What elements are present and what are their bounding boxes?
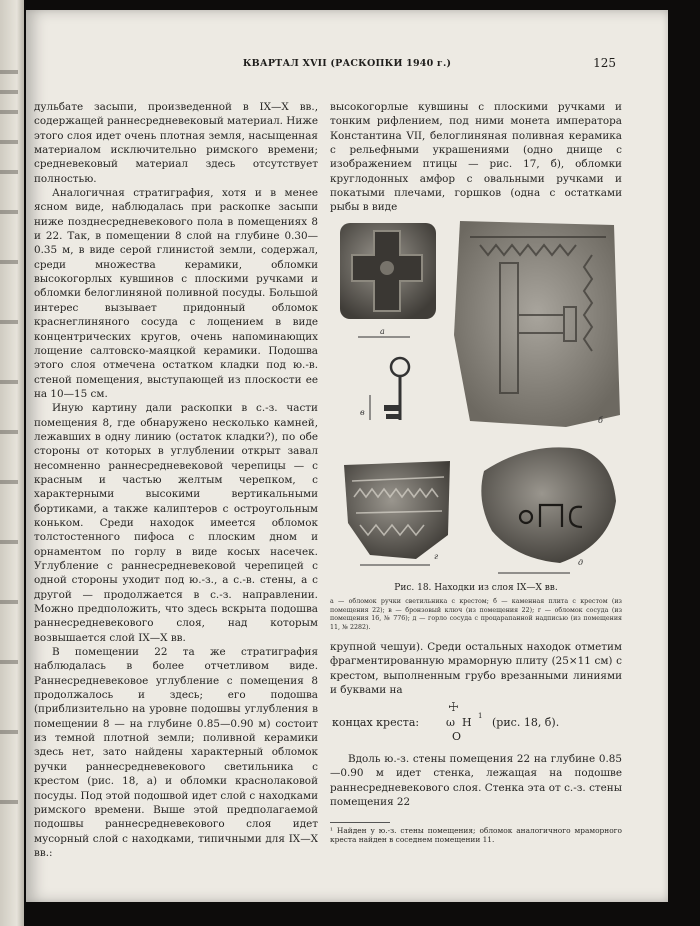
lamp-handle-cross-icon — [340, 223, 436, 319]
paragraph: Вдоль ю.-з. стены помещения 22 на глубине 0.85—0.90 м идет стенка, лежащая на подошве раннесредневекового слоя. Стенка эта от с.-з. стены помещения 22 — [330, 753, 622, 809]
figure-label-v: в — [360, 408, 365, 417]
paragraph: дульбате засыпи, произведенной в IX—X вв., содержащей раннесредневековый материал. Ниже этого слоя идет очень плотная земля, насыщенная материалом исключительно римского времени; средневековый материал здесь отсутствует полностью. — [34, 101, 318, 185]
paragraph: высокогорлые кувшины с плоскими ручками и тонким рифлением, под ними монета императора Константина VII, белоглиняная поливная керамика с рельефными украшениями (одно днище с изображением птицы — рис. 17, б), обломки круглодонных амфор с овальными ручками и покатыми плечами, горшков (одна с остатками рыбы в виде — [330, 101, 622, 214]
cross-icon: ☩ — [448, 700, 459, 714]
figure-label-a: а — [380, 327, 385, 336]
paragraph: В помещении 22 та же стратиграфия наблюдалась в более отчетливом виде. Раннесредневековое углубление с помещения 8 продолжалось и здесь; его подошва (приблизительно на уровне подошвы углубления в помещении 8 — на глубине 0.85—0.90 м) состоит из темной плотной земли; поливной керамики здесь нет, зато найдены характерный обломок ручки раннесредневекового светильника с крестом (рис. 18, а) и обломки краснолаковой посуды. Под этой подошвой идет слой с находками римского времени. Выше этой предполагаемой подошвы раннесредневекового слоя идет мусорный слой с находками, типичными для IX—X вв.: — [34, 646, 318, 859]
formula-omega: ω — [446, 716, 455, 729]
figure-18 — [330, 215, 622, 585]
formula-h: Н — [462, 716, 472, 729]
key-icon — [384, 358, 409, 420]
book-page — [26, 10, 668, 902]
running-head: КВАРТАЛ XVII (РАСКОПКИ 1940 г.) — [242, 58, 452, 69]
vessel-fragment-icon — [344, 461, 450, 559]
cross-inscription-formula — [332, 700, 560, 746]
left-page-edge — [0, 0, 24, 926]
paragraph: Аналогичная стратиграфия, хотя и в менее ясном виде, наблюдалась при раскопке засыпи ниже позднесредневекового пола в помещениях 8 и 22. Так, в помещении 8 слой на глубине 0.30—0.35 м, в виде серой глинистой земли, содержал, среди множества керамики, обломки высокогорлых кувшинов с плоскими ручками и обломки белоглиняной поливной посуды. Большой интерес вызывает придонный обломок краснеглиняного сосуда с лощением в виде концентрических кругов, очень напоминающих лощение салтовско-маяцкой керамики. Подошва этого слоя отмечена остатком кладки под ю.-в. стеной помещения, выступающей из плоскости ее на 10—15 см. — [34, 187, 318, 400]
footnote: ¹ Найден у ю.-з. стены помещения; обломок аналогичного мраморного креста найден в соседнем помещении 11. — [330, 826, 622, 845]
marble-slab-cross-icon — [454, 221, 620, 427]
figure-label-g: г — [434, 552, 439, 561]
left-column — [34, 100, 318, 860]
figure-label-d: д — [578, 558, 584, 567]
formula-figure-ref: (рис. 18, б). — [492, 716, 560, 729]
right-column-bottom — [330, 640, 622, 697]
page-number: 125 — [593, 56, 616, 70]
paragraph: Иную картину дали раскопки в с.-з. части помещения 8, где обнаружено несколько камней, лежавших в одну линию (остаток кладки?), по обе стороны от которых в углублении открыт завал несомненно раннесредневековой черепицы — с красным и частью желтым черепком, с характерными высокими вертикальными бортиками, а также калиптеров с остроугольным коньком. Среди находок имеется обломок толстостенного пифоса с плоским дном и орнаментом по горлу в виде косых насечек. Углубление с раннесредневековой черепицей с одной стороны уходит под ю.-з., а с.-в. стены, а с другой — продолжается в с.-з. направлении. Можно предположить, что здесь вскрыта подошва раннесредневекового слоя, над которым возвышается слой IX—X вв. — [34, 402, 318, 644]
figure-label-b: б — [598, 416, 603, 425]
right-column-after — [330, 752, 622, 809]
vessel-neck-inscription-icon — [481, 447, 616, 563]
figure-legend: а — обломок ручки светильника с крестом; б — каменная плита с крестом (из помещения 22); в — бронзовый ключ (из помещения 22); г — обломок сосуда (из помещения 16, № 776); д — горло сосуда с процарапанной надписью (из помещения 11, № 2282). — [330, 598, 622, 631]
footnote-ref: 1 — [478, 712, 483, 720]
right-column-top — [330, 100, 622, 215]
footnote-divider — [330, 822, 390, 823]
paragraph: крупной чешуи). Среди остальных находок отметим фрагментированную мраморную плиту (25×11 см) с крестом, выполненным грубо врезанными линиями и буквами на — [330, 641, 622, 697]
figure-caption: Рис. 18. Находки из слоя IX—X вв. — [394, 583, 558, 593]
formula-o: О — [452, 730, 462, 743]
formula-lead: концах креста: — [332, 716, 420, 729]
